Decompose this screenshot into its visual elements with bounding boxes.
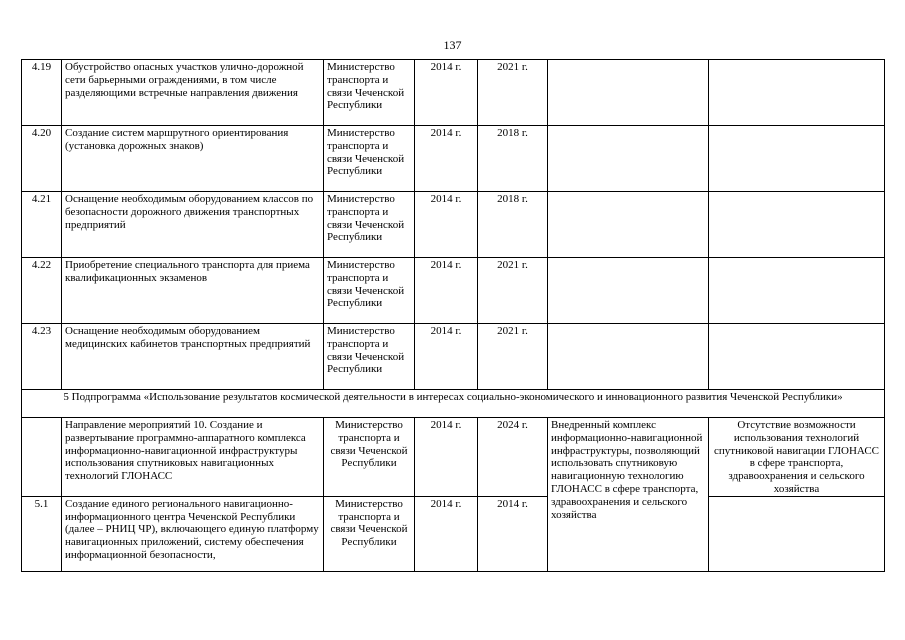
table-row bbox=[22, 324, 885, 390]
start-year: 2014 г. bbox=[415, 418, 478, 497]
consequence-cell bbox=[709, 258, 885, 324]
start-year: 2014 г. bbox=[415, 126, 478, 192]
executor-cell: Министерство транспорта и связи Чеченской Республики bbox=[324, 324, 415, 390]
result-cell bbox=[548, 60, 709, 126]
consequence-cell bbox=[709, 192, 885, 258]
executor-cell: Министерство транспорта и связи Чеченской Республики bbox=[324, 126, 415, 192]
result-cell: Внедренный комплекс информационно-навигационной инфраструктуры, позволяющий использовать спутниковую навигационную технологию ГЛОНАСС в сфере транспорта, здравоохранения и сельского хозяйства bbox=[548, 418, 709, 572]
table-row bbox=[22, 258, 885, 324]
executor-cell: Министерство транспорта и связи Чеченской Республики bbox=[324, 192, 415, 258]
section-header-row bbox=[22, 390, 885, 418]
start-year: 2014 г. bbox=[415, 496, 478, 571]
end-year: 2021 г. bbox=[478, 258, 548, 324]
start-year: 2014 г. bbox=[415, 258, 478, 324]
table-row bbox=[22, 126, 885, 192]
table-row bbox=[22, 60, 885, 126]
table-row bbox=[22, 192, 885, 258]
row-number: 4.20 bbox=[22, 126, 62, 192]
subprogram-title: 5 Подпрограмма «Использование результатов космической деятельности в интересах социально-экономического и инновационного развития Чеченской Республики» bbox=[22, 390, 885, 418]
table-row bbox=[22, 496, 885, 571]
direction-text: Направление мероприятий 10. Создание и развертывание программно-аппаратного комплекса информационно-навигационной инфраструктуры использования спутниковых навигационных технологий ГЛОНАСС bbox=[62, 418, 324, 497]
measure-text: Создание единого регионального навигационно-информационного центра Чеченской Республики (далее – РНИЦ ЧР), включающего единую платформу навигационных приложений, систему обеспечения информационной безопасности, bbox=[62, 496, 324, 571]
consequence-cell bbox=[709, 126, 885, 192]
end-year: 2024 г. bbox=[478, 418, 548, 497]
result-cell bbox=[548, 192, 709, 258]
end-year: 2018 г. bbox=[478, 192, 548, 258]
row-number: 4.19 bbox=[22, 60, 62, 126]
row-number: 5.1 bbox=[22, 496, 62, 571]
result-cell bbox=[548, 126, 709, 192]
end-year: 2018 г. bbox=[478, 126, 548, 192]
measure-text: Приобретение специального транспорта для приема квалификационных экзаменов bbox=[62, 258, 324, 324]
consequence-cell bbox=[709, 324, 885, 390]
measure-text: Оснащение необходимым оборудованием медицинских кабинетов транспортных предприятий bbox=[62, 324, 324, 390]
row-number: 4.21 bbox=[22, 192, 62, 258]
row-number: 4.22 bbox=[22, 258, 62, 324]
end-year: 2014 г. bbox=[478, 496, 548, 571]
result-cell bbox=[548, 324, 709, 390]
executor-cell: Министерство транспорта и связи Чеченской Республики bbox=[324, 60, 415, 126]
consequence-cell bbox=[709, 496, 885, 571]
start-year: 2014 г. bbox=[415, 192, 478, 258]
executor-cell: Министерство транспорта и связи Чеченской Республики bbox=[324, 418, 415, 497]
consequence-cell: Отсутствие возможности использования технологий спутниковой навигации ГЛОНАСС в сфере транспорта, здравоохранения и сельского хозяйства bbox=[709, 418, 885, 497]
measure-text: Оснащение необходимым оборудованием классов по безопасности дорожного движения транспортных предприятий bbox=[62, 192, 324, 258]
row-number: 4.23 bbox=[22, 324, 62, 390]
measure-text: Обустройство опасных участков улично-дорожной сети барьерными ограждениями, в том числе разделяющими встречные направления движения bbox=[62, 60, 324, 126]
consequence-cell bbox=[709, 60, 885, 126]
executor-cell: Министерство транспорта и связи Чеченской Республики bbox=[324, 258, 415, 324]
page-number: 137 bbox=[443, 38, 462, 52]
measure-text: Создание систем маршрутного ориентирования (установка дорожных знаков) bbox=[62, 126, 324, 192]
start-year: 2014 г. bbox=[415, 60, 478, 126]
end-year: 2021 г. bbox=[478, 324, 548, 390]
result-cell bbox=[548, 258, 709, 324]
start-year: 2014 г. bbox=[415, 324, 478, 390]
executor-cell: Министерство транспорта и связи Чеченской Республики bbox=[324, 496, 415, 571]
direction-row bbox=[22, 418, 885, 497]
row-number bbox=[22, 418, 62, 497]
measures-table bbox=[21, 59, 885, 572]
end-year: 2021 г. bbox=[478, 60, 548, 126]
